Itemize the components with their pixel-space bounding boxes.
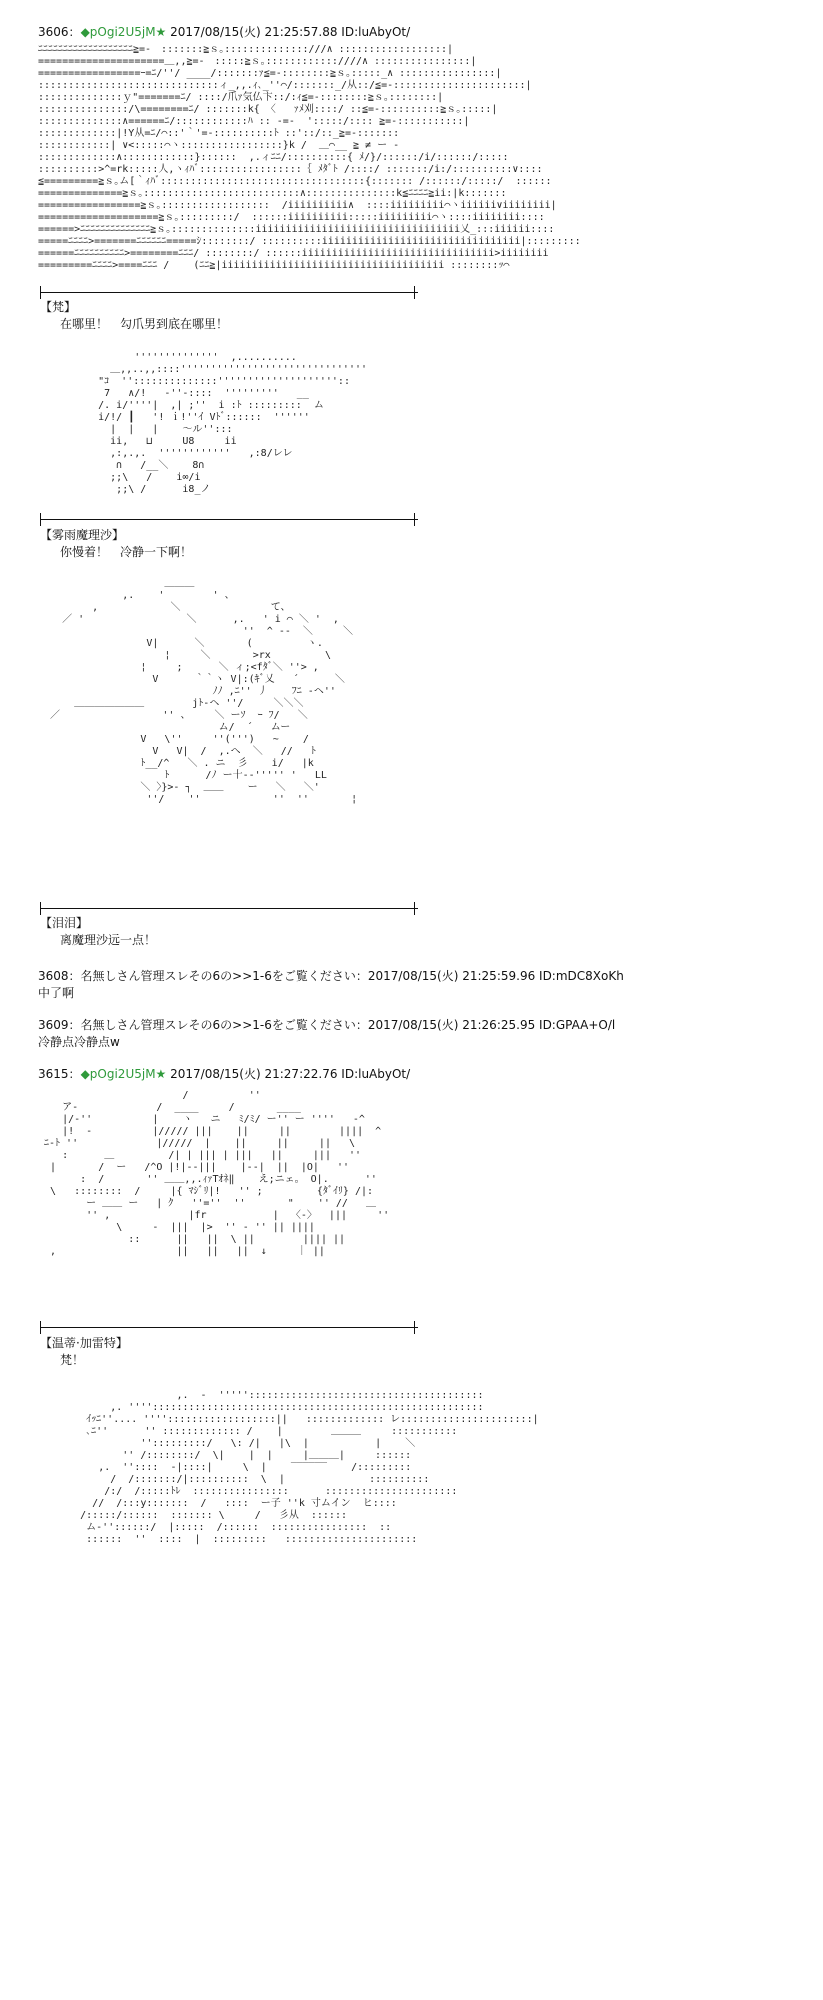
post-header-3615 [38,1066,410,1082]
speaker-label: 【泪泪】 [40,916,89,930]
post-number[interactable]: 3608 [38,969,69,983]
speaker-label: 【温蒂·加雷特】 [40,1336,128,1350]
speech-line: 你慢着！ 冷静一下啊！ [60,545,193,559]
post-body-3609: 冷静点冷静点w [38,1035,120,1049]
post-separator: ： [68,25,81,39]
post-header-3609 [38,1017,615,1033]
post-body-3608: 中了啊 [38,986,75,1000]
post-header-text: ：名無しさん管理スレその6の>>1-6をご覧ください：2017/08/15(火) 21:25:59.96 ID:mDC8XoKh [68,969,624,983]
post-id[interactable]: ID:luAbyOt/ [341,25,411,39]
ascii-art-scene-1: ﾆﾆﾆﾆﾆﾆﾆﾆﾆﾆﾆﾆﾆﾆﾆﾆﾆﾆﾆ≧=- :::::::≧ｓ｡::::::::::::::///∧ ::::::::::::::::::| =====================＿,,≧=- :::::≧ｓ｡::::::::::::////∧ ::::::::::::::::| =================ｰ=ﾆ/''/ ____/:::::::ｧ≦=-::::::::≧ｓ｡:::::_∧ ::::::::::::::::| ::::::::::::::::::::::::::::::ィ_,,.ｨ､_''⌒/:::::::_/从::/≦=-::::::::::::::::::::::| ::::::::::::::ｙ"=======ﾆ/ ::::/爪ｧ気仏卞::/:ｨ≦=-::::::::≧ｓ｡::::::::| :::::::::::::::/\========ﾆ/ :::::::k{ 〈 ｧﾒ刈::::/ ::≦=-::::::::::≧ｓ｡:::::| ::::::::::::::∧======ﾆ/::::::::::::ﾊ :: -=- ':::::/:::: ≧=-:::::::::::| :::::::::::::|!Y从=ﾆ/⌒::'｀'=-::::::::::ﾄ ::'::/::_≧=-::::::: ::::::::::::| ∨<:::::⌒ヽ:::::::::::::::::}k / ＿⌒__ ≧ ≠ ー - :::::::::::::∧::::::::::::}:::::: ,.ィﾆﾆ/::::::::::{ ﾒ/}/::::::/i/::::::/::::: ::::::::::>^=rk:::::人,ヽｨﾊﾞ:::::::::::::::::｛ ﾒﾀﾞﾄ /::::/ :::::::/i:/::::::::::∨:::: ≦=========≧ｓ｡ム[｀ｨﾊﾞ::::::::::::::::::::::::::::::::::{::::::: /::::::/:::::/ :::::: ==============≧ｓ｡::::::::::::::::::::::::::∧:::::::::::::::k≦ﾆﾆﾆﾆ≧ii:|k::::::: =================≧ｓ｡:::::::::::::::::: /iiiiiiiiii∧ ::::iiiiiiiii⌒ヽiiiiii∨iiiiiiii| ====================≧ｓ｡:::::::::/ ::::::iiiiiiiiii:::::iiiiiiiii⌒ヽ::::iiiiiiii:::: ======>ﾆﾆﾆﾆﾆﾆﾆﾆﾆﾆﾆﾆﾆﾆ≧ｓ｡::::::::::::::iiiiiiiiiiiiiiiiiiiiiiiiiiiiiiiiii乂_:::iiiiii:::: =====ﾆﾆﾆﾆ>=======ﾆﾆﾆﾆﾆﾆ=====ｼ::::::::/ ::::::::::iiiiiiiiiiiiiiiiiiiiiiiiiiiiiiiii|::::::::: ======ﾆﾆﾆﾆﾆﾆﾆﾆﾆﾆ>========ﾆﾆﾆ/ ::::::::/ ::::::iiiiiiiiiiiiiiiiiiiiiiiiiiiiiiii>iiiiiiii =========ﾆﾆﾆﾆ>====ﾆﾆﾆ / (ﾆﾆ≧|iiiiiiiiiiiiiiiiiiiiiiiiiiiiiiiiiiiii ::::::::ｯ⌒ [38,44,581,271]
post-number[interactable]: 3615 [38,1067,69,1081]
post-number[interactable]: 3606 [38,25,69,39]
post-date: 2017/08/15(火) 21:27:22.76 [170,1067,338,1081]
post-header-3606 [38,24,410,40]
scene-divider [40,1321,418,1335]
post-header-3608 [38,968,624,984]
post-id[interactable]: ID:luAbyOt/ [341,1067,411,1081]
ascii-art-scene-5: ,. - '''''::::::::::::::::::::::::::::::::::::::: ,. ''''::::::::::::::::::::::::::::::::::::::::::::::::::::::: ｲｯﾆ''.... ''''::::::::::::::::::|| ::::::::::::: レ::::::::::::::::::::::| ､ﾆ'' '' ::::::::::::: / | ＿＿＿ ::::::::::: '':::::::::/ \: /| |\ | | ＼ '' /::::::::/ \| | | |＿＿＿| :::::: ,. '':::: -|::::| \ | ‾‾‾‾‾‾ /::::::::: / /:::::::/|:::::::::: \ | :::::::::: /:/ /:::::ﾄﾚ :::::::::::::::: :::::::::::::::::::::: // /:::y::::::: / :::: ー子 ''k 寸ムイン ヒ:::: /:::::/:::::: ::::::: \ / 彡从 :::::: ム-''::::::/ |::::: /:::::: :::::::::::::::: :: :::::: '' :::: | ::::::::: :::::::::::::::::::::: [80,1390,539,1545]
trip-code: ◆pOgi2U5jM★ [80,1067,167,1081]
post-date: 2017/08/15(火) 21:25:57.88 [170,25,338,39]
speaker-label: 【梵】 [40,300,77,314]
scene-divider [40,513,418,527]
post-number[interactable]: 3609 [38,1018,69,1032]
post-header-text: ：名無しさん管理スレその6の>>1-6をご覧ください：2017/08/15(火) 21:26:25.95 ID:GPAA+O/l [68,1018,616,1032]
ascii-art-scene-4: / '' ア- / ____ / ____ |/-'' | ヽ ニ ﾐ/ﾐ/ ー'' ー '''' -^ |! - |///// ||| || || |||| ^ ﾆ-ﾄ '' |///// | || || || \ : ＿ /| | ||| | ||| || ||| '' | / ー /^O |!|--||| |--| || |O| '' : / '' ＿＿,,.ｨｧTｵﾈ‖ え;ニェ。 O|. '' \ :::::::: / |{ ﾏｼﾞﾘ|! '' ; {ﾀﾞｲﾘ} /|: ー ＿＿ ー | ｸ ''='' '' " '' // ＿ '' , |fr | 〈‐〉 ||| '' \ - ||| |> '' ‐ '' || |||| :: || || \ || |||| || , || || || ↓ ｜ || [44,1090,390,1257]
scene-divider [40,286,418,300]
speaker-label: 【雾雨魔理沙】 [40,528,125,542]
post-separator: ： [68,1067,81,1081]
ascii-art-scene-3: ＿＿＿ ,. ' ' 、 , ＼ て、 ／ ' ＼ ,. ' i ⌒ ＼ ' , '' ^ -- ＼ ＼ V| ＼ ( ヽ. ¦ ＼ >rx \ ¦ ; ＼ ィ;<fﾀﾞ＼ ''> , V ｀｀ヽ V|:(ｷﾞ乂 ´ ＼ ﾉﾉ ,ﾆ'' 丿 ﾌﾆ -ヘ'' ＿＿＿＿＿＿＿ jﾄ-ヘ ''/ ＼＼＼ ／ '' 、 ＼ ーｿ ｰ ﾌ/ ＼ ム/ ´ ムー V \'' ''(''') ~ / V V| / ,.へ ＼ // ﾄ ﾄ__/^ ＼ . ニ 彡 i/ |k ﾄ /ﾉ ー十--''''' ' LL ＼ 〉}>- ┐ ＿＿ ー ＼ ＼' ''/ '' '' '' ¦ [50,578,358,805]
speech-line: 梵！ [60,1353,85,1367]
trip-code: ◆pOgi2U5jM★ [80,25,167,39]
ascii-art-scene-2: '''''''''''''' ,.......... ＿,,..,,::::''''''''''''''''''''''''''''''' "ｺ ''::::::::::::::'''''''''''''''''''':: 7 ∧/! -''-:::: ''''''''' __ /. i/''''| ,| ;'' i :ﾄ ::::::::: ム i/!/ ┃ '! ｉ!''ｲ Vﾄﾞ:::::: '''''' | | | ～ル''::: ii, ⊔ U8 ii ,:,.,. '''''''''''' ,:8/レレ ∩ /__＼ 8∩ ;;\ / i∞/i ;;\ / i8_ノ [98,352,368,495]
speech-line: 离魔理沙远一点！ [60,933,157,947]
speech-line: 在哪里！ 勾爪男到底在哪里！ [60,317,229,331]
scene-divider [40,902,418,916]
